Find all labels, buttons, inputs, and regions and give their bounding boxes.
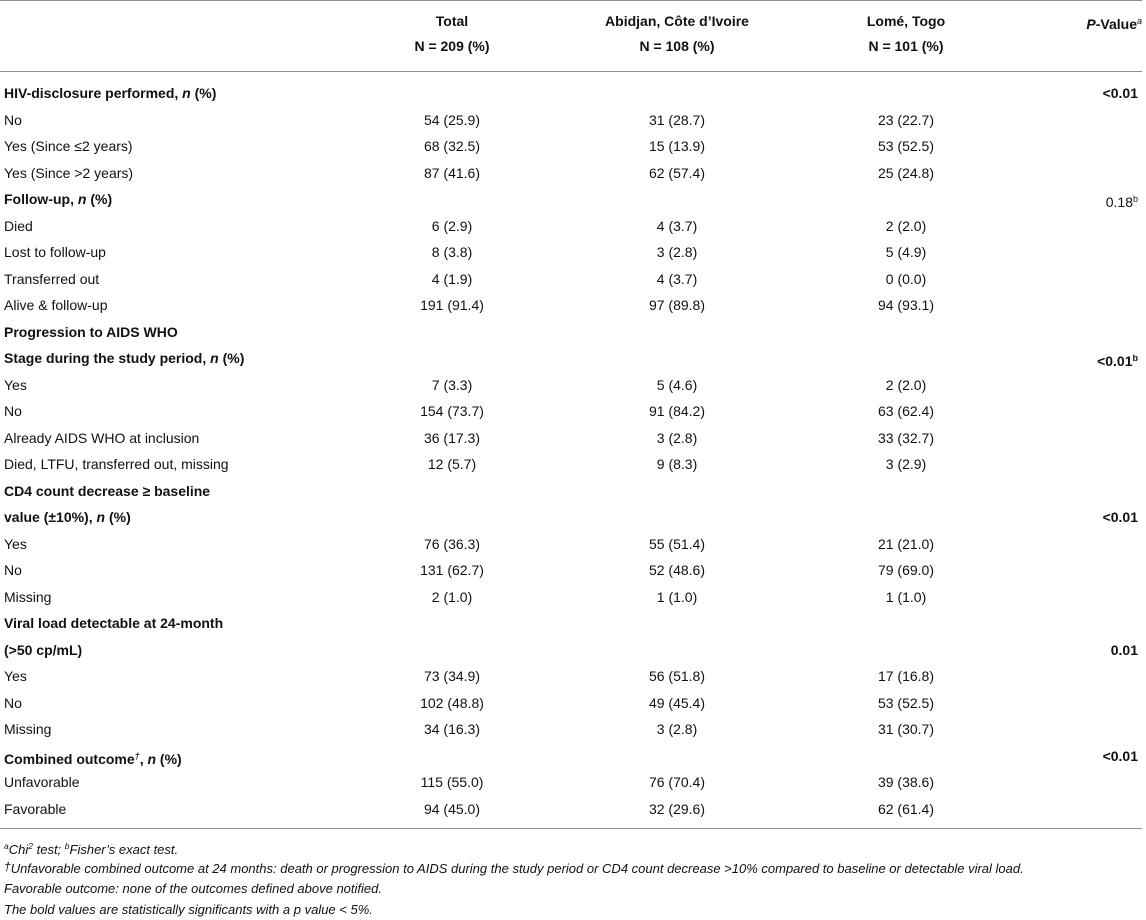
cell-total: 154 (73.7) [420, 403, 484, 419]
cell-lome: 5 (4.9) [885, 244, 927, 260]
cell-total: 12 (5.7) [427, 456, 477, 472]
footnote-b-text: Fisher’s exact test. [69, 842, 179, 857]
row-label-text: Viral load detectable at 24-month [4, 615, 224, 631]
cell-abidjan: 56 (51.8) [648, 668, 706, 684]
cell-abidjan: 31 (28.7) [648, 111, 706, 128]
section-row [0, 637, 1142, 664]
footnote-dagger-symbol: † [4, 860, 11, 874]
table-row [0, 557, 1142, 584]
cell-abidjan: 15 (13.9) [648, 138, 706, 154]
row-label [4, 584, 51, 611]
row-label-text: Already AIDS WHO at inclusion [4, 429, 200, 446]
cell-total: 54 (25.9) [423, 111, 481, 128]
row-label [4, 796, 66, 823]
header-abidjan-n: N = 108 (%) [639, 38, 715, 54]
row-label-italic: n [147, 750, 157, 767]
footnote-a-sup2: 2 [28, 841, 33, 851]
table-row [0, 266, 1142, 293]
cell-lome: 63 (62.4) [877, 403, 935, 419]
table-row [0, 425, 1142, 452]
table-row [0, 292, 1142, 319]
row-label [4, 743, 182, 773]
cell-abidjan: 55 (51.4) [648, 535, 706, 552]
header-pvalue-sup: a [1136, 16, 1142, 26]
row-label [4, 451, 229, 478]
table-row [0, 769, 1142, 796]
cell-abidjan: 5 (4.6) [656, 376, 698, 393]
cell-total: 68 (32.5) [423, 138, 481, 154]
table-header [0, 9, 1142, 65]
row-label-text: Combined outcome [4, 750, 135, 767]
row-label-text: Yes [4, 535, 27, 552]
cell-total: 2 (1.0) [431, 588, 473, 605]
cell-lome: 62 (61.4) [877, 800, 935, 817]
section-row [0, 610, 1142, 637]
row-label [4, 769, 80, 796]
row-label-text: Yes (Since >2 years) [4, 164, 134, 181]
table-row [0, 584, 1142, 611]
cell-abidjan: 3 (2.8) [656, 721, 698, 737]
row-label [4, 345, 244, 372]
row-label [4, 292, 108, 319]
table-row [0, 796, 1142, 823]
cell-lome: 94 (93.1) [877, 297, 935, 313]
table-row [0, 451, 1142, 478]
header-pvalue-p: P [1086, 16, 1096, 32]
cell-total: 87 (41.6) [423, 164, 481, 181]
row-label-end: (%) [156, 750, 182, 767]
row-label-end: (%) [105, 509, 131, 525]
cell-abidjan: 52 (48.6) [648, 562, 706, 578]
row-label [4, 531, 27, 558]
row-label-end: (%) [190, 85, 217, 101]
row-label [4, 80, 216, 107]
row-label-text: Stage during the study period, [4, 350, 211, 366]
cell-lome: 23 (22.7) [877, 111, 935, 128]
cell-total: 4 (1.9) [431, 270, 473, 287]
row-label [4, 266, 99, 293]
pvalue-text: <0.01 [1102, 85, 1138, 101]
cell-abidjan: 9 (8.3) [656, 456, 698, 472]
row-label-text: Transferred out [4, 270, 100, 287]
cell-lome: 79 (69.0) [877, 562, 935, 578]
row-label-text: (>50 cp/mL) [4, 641, 83, 658]
row-label [4, 372, 27, 399]
row-label-end: (%) [218, 350, 245, 366]
row-label-end: (%) [86, 191, 113, 207]
cell-lome: 31 (30.7) [877, 721, 935, 737]
row-label-text: Missing [4, 721, 52, 737]
table-row [0, 133, 1142, 160]
top-rule [0, 0, 1142, 1]
cell-abidjan: 49 (45.4) [648, 694, 706, 711]
footnote-b-sup: b [64, 841, 70, 851]
cell-pvalue [1020, 186, 1138, 216]
cell-total: 7 (3.3) [431, 376, 473, 393]
row-label-italic: n [77, 191, 87, 207]
cell-total: 102 (48.8) [420, 694, 484, 711]
row-label [4, 504, 131, 531]
footnote-a-sup: a [4, 841, 9, 851]
row-label-text: Alive & follow-up [4, 297, 108, 313]
row-label-text: Missing [4, 588, 52, 605]
row-label-text: value (±10%), [4, 509, 97, 525]
cell-abidjan: 97 (89.8) [648, 297, 706, 313]
row-label-text: Lost to follow-up [4, 244, 106, 260]
row-label-text: Follow-up, [4, 191, 78, 207]
row-label-text: Yes [4, 376, 27, 393]
cell-lome: 2 (2.0) [885, 217, 927, 234]
row-label-italic: n [210, 350, 219, 366]
section-row [0, 186, 1142, 213]
section-row [0, 319, 1142, 346]
header-total-title: Total [435, 13, 469, 29]
table-row [0, 213, 1142, 240]
row-label-italic: n [182, 85, 191, 101]
header-total-n: N = 209 (%) [414, 38, 490, 54]
section-row [0, 80, 1142, 107]
pvalue-sup: b [1132, 194, 1138, 204]
cell-abidjan: 1 (1.0) [656, 588, 698, 605]
cell-abidjan: 62 (57.4) [648, 164, 706, 181]
row-label [4, 663, 27, 690]
cell-pvalue [1020, 504, 1138, 531]
cell-lome: 33 (32.7) [877, 429, 935, 446]
pvalue-text: <0.01 [1102, 509, 1138, 525]
section-row [0, 345, 1142, 372]
row-label-text: No [4, 562, 22, 578]
row-label [4, 637, 82, 664]
row-label [4, 133, 133, 160]
cell-abidjan: 4 (3.7) [656, 270, 698, 287]
footnote-a-text2: test; [32, 842, 65, 857]
row-label [4, 160, 133, 187]
pvalue-text: <0.01 [1102, 747, 1138, 764]
cell-lome: 0 (0.0) [885, 270, 927, 287]
row-label-italic: n [96, 509, 106, 525]
row-label-text: Progression to AIDS WHO [4, 323, 178, 340]
row-label-text: Yes (Since ≤2 years) [4, 138, 133, 154]
table-row [0, 107, 1142, 134]
header-total [338, 9, 566, 59]
header-rule [0, 71, 1142, 72]
footnote-favorable: Favorable outcome: none of the outcomes defined above notified. [4, 881, 382, 896]
footnote-dagger [4, 857, 1142, 879]
section-row [0, 478, 1142, 505]
cell-total: 191 (91.4) [420, 297, 484, 313]
cell-abidjan: 32 (29.6) [648, 800, 706, 817]
table-body [0, 80, 1142, 822]
cell-abidjan: 91 (84.2) [648, 403, 706, 419]
footnote-bold: The bold values are statistically significants with a p value < 5%. [4, 902, 373, 917]
row-label [4, 319, 178, 346]
row-label-text: No [4, 694, 22, 711]
row-label [4, 398, 22, 425]
row-label-text: Favorable [4, 800, 67, 817]
row-label-text: No [4, 111, 22, 128]
pvalue-text: 0.18 [1105, 194, 1133, 210]
cell-lome: 2 (2.0) [885, 376, 927, 393]
cell-total: 94 (45.0) [423, 800, 481, 817]
cell-total: 6 (2.9) [431, 217, 473, 234]
row-label-text: No [4, 403, 22, 419]
cell-total: 34 (16.3) [423, 721, 481, 737]
row-label-text: Died [4, 217, 33, 234]
row-label [4, 425, 199, 452]
header-pvalue [1020, 9, 1142, 37]
section-row [0, 743, 1142, 770]
cell-total: 36 (17.3) [423, 429, 481, 446]
row-label [4, 107, 22, 134]
row-label-sup: † [134, 750, 140, 761]
row-label [4, 239, 106, 266]
table-row [0, 239, 1142, 266]
cell-total: 115 (55.0) [420, 774, 484, 790]
header-abidjan [564, 9, 790, 59]
header-lome-n: N = 101 (%) [868, 38, 944, 54]
cell-total: 73 (34.9) [423, 668, 481, 684]
header-lome [792, 9, 1020, 59]
cell-lome: 17 (16.8) [877, 668, 935, 684]
row-label [4, 716, 51, 743]
row-label-text: Yes [4, 668, 27, 684]
header-abidjan-title: Abidjan, Côte d’Ivoire [605, 13, 749, 29]
row-label-text: Unfavorable [4, 774, 80, 790]
cell-pvalue [1020, 637, 1138, 664]
footnote-dagger-text: Unfavorable combined outcome at 24 months: death or progression to AIDS during the study period or CD4 count decrease >10% compared to baseline or detectable viral load. [10, 861, 1024, 876]
pvalue-text: 0.01 [1110, 641, 1138, 658]
row-label-mid: , [139, 750, 148, 767]
table-row [0, 663, 1142, 690]
row-label-text: Died, LTFU, transferred out, missing [4, 456, 229, 472]
pvalue-text: <0.01 [1097, 353, 1133, 369]
cell-lome: 53 (52.5) [877, 694, 935, 711]
cell-lome: 21 (21.0) [877, 535, 935, 552]
table-row [0, 716, 1142, 743]
table-row [0, 690, 1142, 717]
cell-total: 131 (62.7) [420, 562, 484, 578]
header-lome-title: Lomé, Togo [866, 13, 946, 29]
row-label [4, 186, 112, 213]
cell-pvalue [1020, 80, 1138, 107]
cell-abidjan: 4 (3.7) [656, 217, 698, 234]
row-label [4, 478, 210, 505]
footnote-a-text: Chi [8, 842, 29, 857]
table-row [0, 398, 1142, 425]
cell-abidjan: 3 (2.8) [656, 244, 698, 260]
cell-abidjan: 76 (70.4) [648, 774, 706, 790]
table-row [0, 531, 1142, 558]
cell-pvalue [1020, 345, 1138, 375]
row-label-text: CD4 count decrease ≥ baseline [4, 482, 211, 499]
row-label-text: HIV-disclosure performed, [4, 85, 183, 101]
section-row [0, 504, 1142, 531]
pvalue-sup: b [1132, 353, 1138, 363]
cell-total: 76 (36.3) [423, 535, 481, 552]
table-row [0, 160, 1142, 187]
row-label [4, 557, 22, 584]
row-label [4, 610, 223, 637]
table-row [0, 372, 1142, 399]
cell-lome: 53 (52.5) [877, 138, 935, 154]
header-pvalue-rest: -Value [1095, 16, 1137, 32]
cell-abidjan: 3 (2.8) [656, 429, 698, 446]
cell-lome: 25 (24.8) [877, 164, 935, 181]
row-label [4, 213, 33, 240]
cell-lome: 39 (38.6) [877, 774, 935, 790]
cell-total: 8 (3.8) [431, 244, 473, 260]
cell-lome: 1 (1.0) [885, 588, 927, 605]
cell-pvalue [1020, 743, 1138, 770]
bottom-rule [0, 828, 1142, 829]
cell-lome: 3 (2.9) [885, 456, 927, 472]
row-label [4, 690, 22, 717]
